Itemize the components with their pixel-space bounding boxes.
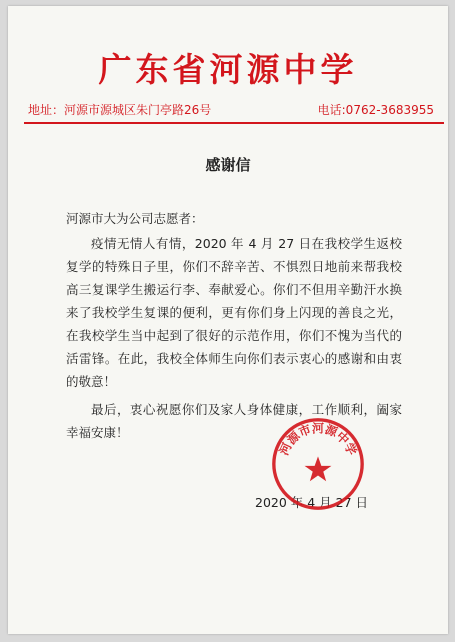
letter-page [8, 6, 448, 634]
letterhead-divider [24, 122, 444, 124]
svg-text:河源市河源中学: 河源市河源中学 [276, 421, 360, 458]
letter-date: 2020 年 4 月 27 日 [255, 495, 369, 510]
school-letterhead: 广东省河源中学 [98, 50, 358, 89]
letter-closing: 最后，衷心祝愿你们及家人身体健康，工作顺利，阖家幸福安康！ [66, 402, 402, 440]
official-seal-icon [270, 416, 366, 512]
letter-body [66, 232, 402, 444]
letter-title: 感谢信 [205, 156, 251, 174]
school-phone: 电话:0762-3683955 [317, 103, 434, 117]
letter-paragraph: 疫情无情人有情，2020 年 4 月 27 日在我校学生返校复学的特殊日子里，你们不辞辛苦、不惧烈日地前来帮我校高三复课学生搬运行李、奉献爱心。你们不但用辛勤汗水换来了我校学生复课的便利，更有你们身上闪现的善良之光，在我校学生当中起到了很好的示范作用，你们不愧为当代的活雷锋。在此，我校全体师生向你们表示衷心的感谢和由衷的敬意！ [66, 236, 402, 389]
school-address: 地址：河源市源城区朱门亭路26号 [28, 103, 212, 117]
letter-salutation: 河源市大为公司志愿者： [66, 211, 204, 226]
